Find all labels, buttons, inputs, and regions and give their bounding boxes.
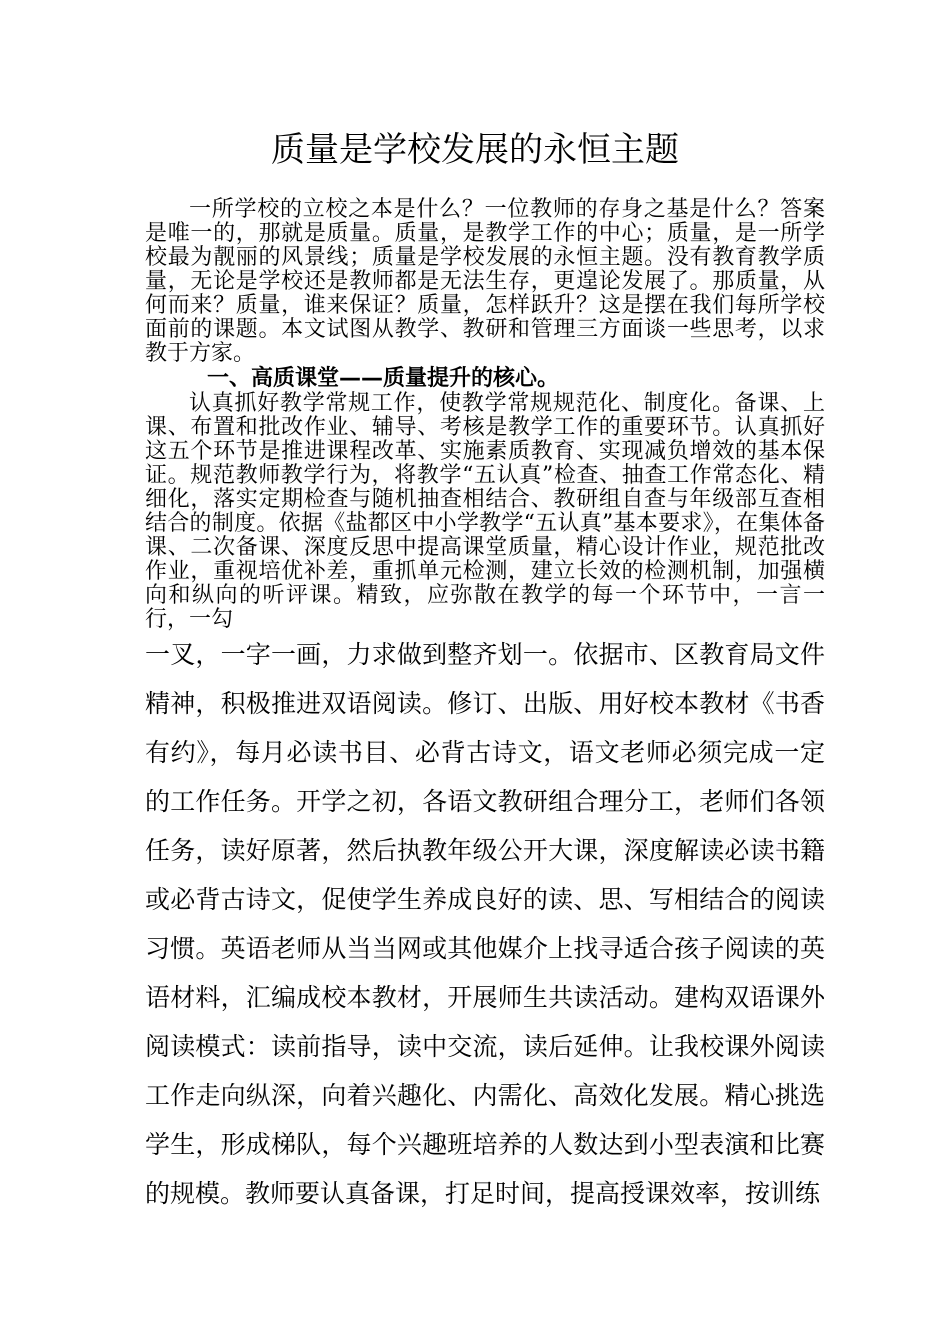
document-title: 质量是学校发展的永恒主题 (271, 130, 679, 170)
section-1-paragraph-continued: 一叉，一字一画，力求做到整齐划一。依据市、区教育局文件精神，积极推进双语阅读。修订、出版、用好校本教材《书香有约》，每月必读书目、必背古诗文，语文老师必须完成一定的工作任务。开学之初，各语文教研组合理分工，老师们各领任务，读好原著，然后执教年级公开大课，深度解读必读书籍或必背古诗文，促使学生养成良好的读、思、写相结合的阅读习惯。英语老师从当当网或其他媒介上找寻适合孩子阅读的英语材料，汇编成校本教材，开展师生共读活动。建构双语课外阅读模式：读前指导，读中交流，读后延伸。让我校课外阅读工作走向纵深，向着兴趣化、内需化、高效化发展。精心挑选学生，形成梯队，每个兴趣班培养的人数达到小型表演和比赛的规模。教师要认真备课，打足时间，提高授课效率，按训练 (145, 640, 825, 1208)
section-1-heading: 一、高质课堂——质量提升的核心。 (207, 366, 560, 391)
document-body-upper (145, 198, 825, 632)
document-body-lower (145, 630, 825, 1218)
intro-paragraph: 一所学校的立校之本是什么？一位教师的存身之基是什么？答案是唯一的，那就是质量。质量，是教学工作的中心；质量，是一所学校最为靓丽的风景线；质量是学校发展的永恒主题。没有教育教学质量，无论是学校还是教师都是无法生存，更遑论发展了。那质量，从何而来？质量，谁来保证？质量，怎样跃升？这是摆在我们每所学校面前的课题。本文试图从教学、教研和管理三方面谈一些思考，以求教于方家。 (145, 197, 825, 366)
section-1-paragraph: 认真抓好教学常规工作，使教学常规规范化、制度化。备课、上课、布置和批改作业、辅导、考核是教学工作的重要环节。认真抓好这五个环节是推进课程改革、实施素质教育、实现减负增效的基本保证。规范教师教学行为，将教学“五认真”检查、抽查工作常态化、精细化，落实定期检查与随机抽查相结合、教研组自查与年级部互查相结合的制度。依据《盐都区中小学教学“五认真”基本要求》，在集体备课、二次备课、深度反思中提高课堂质量，精心设计作业，规范批改作业，重视培优补差，重抓单元检测，建立长效的检测机制，加强横向和纵向的听评课。精致，应弥散在教学的每一个环节中，一言一行，一勾 (145, 391, 825, 632)
